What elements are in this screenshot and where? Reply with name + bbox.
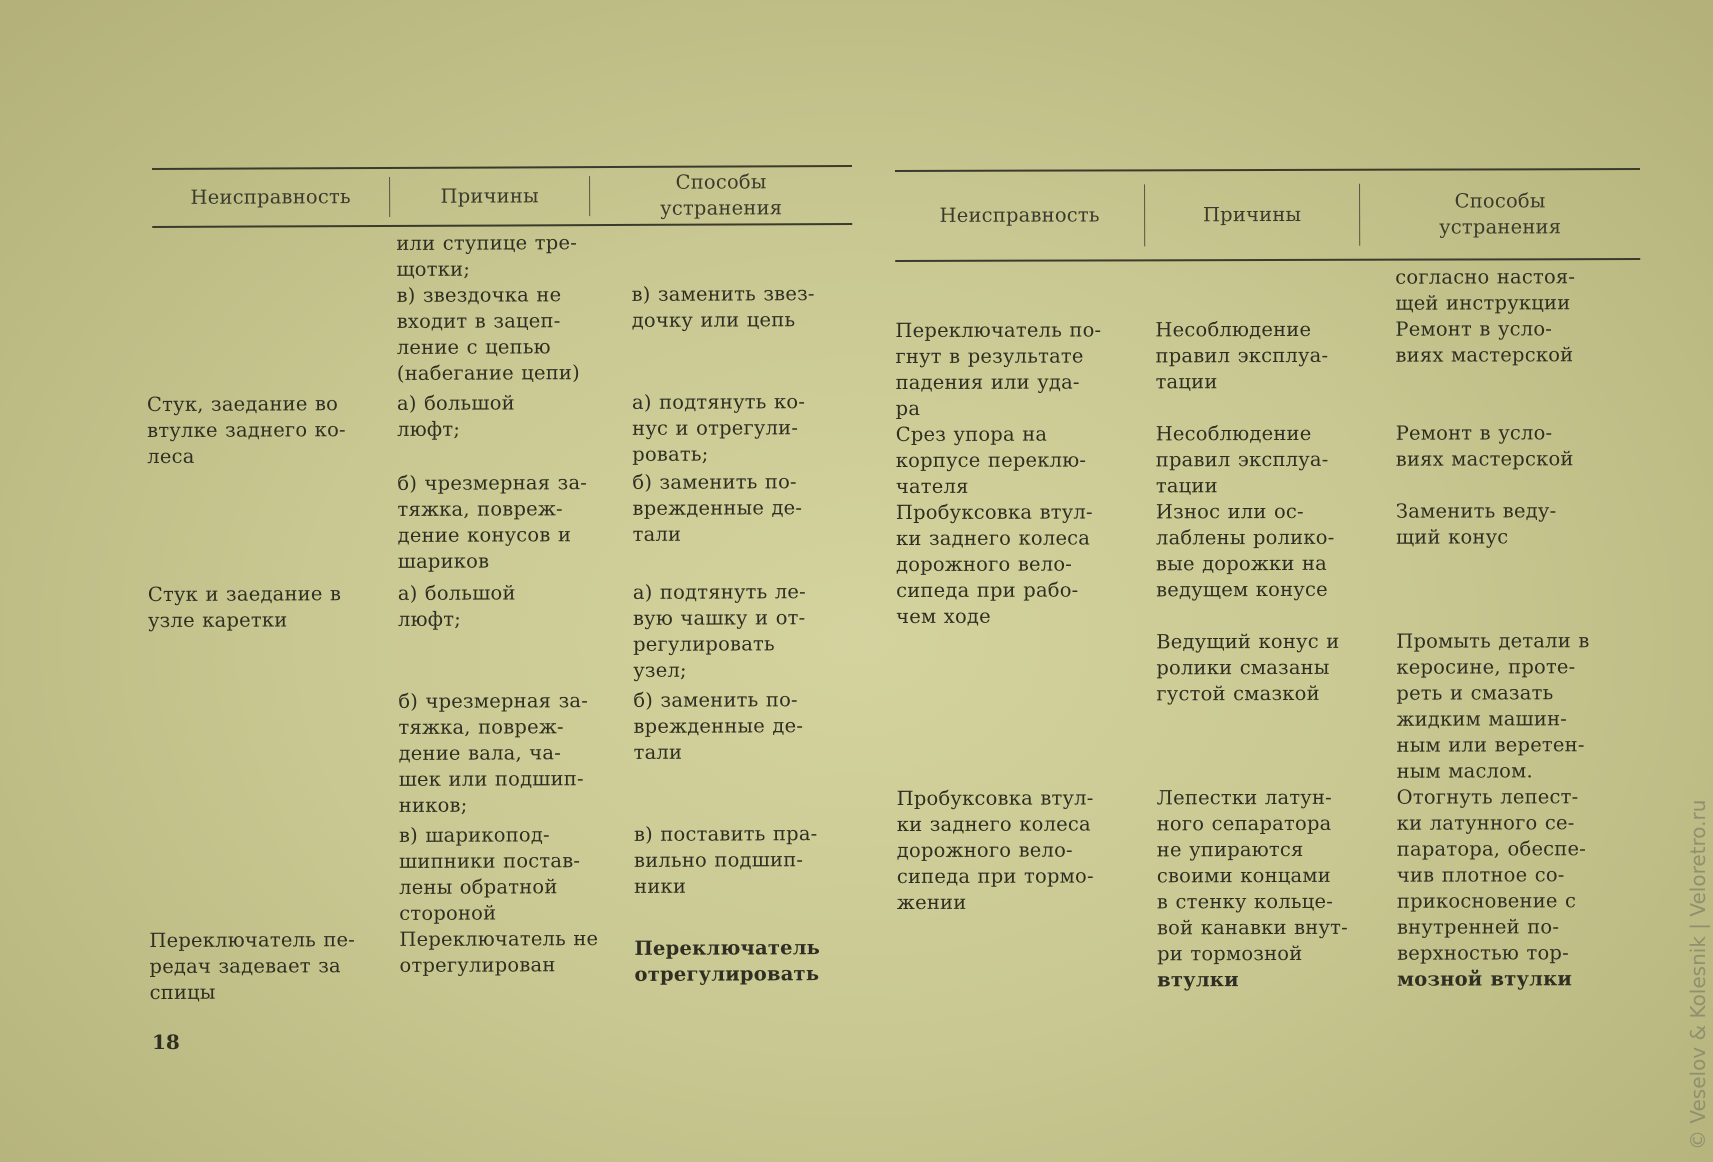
table-cell: Промыть детали в керосине, проте- реть и смазать жидким машин- ным или веретен- ным маслом.: [1396, 629, 1590, 783]
right-table-body: [895, 260, 1642, 1042]
table-cell: Переключатель по- гнут в результате падения или уда- ра: [895, 318, 1102, 420]
table-cell: б) чрезмерная за- тяжка, повреж- дение вала, ча- шек или подшип- ников;: [398, 689, 589, 817]
watermark: © Veselov & Kolesnik | Veloretro.ru: [1686, 799, 1710, 1150]
table-cell: в) поставить пра- вильно подшип- ники: [633, 822, 818, 898]
table-cell: Срез упора на корпусе переклю- чателя: [895, 422, 1087, 498]
table-cell: согласно настоя- щей инструкции: [1395, 265, 1576, 315]
table-cell: Ведущий конус и ролики смазаны густой смазкой: [1156, 629, 1340, 706]
table-cell: Стук, заедание во втулке заднего ко- леса: [146, 392, 346, 469]
header-remedies: Способы устранения: [1439, 189, 1562, 239]
table-cell: Износ или ос- лаблены ролико- вые дорожки на ведущем конусе: [1155, 499, 1335, 602]
header-causes: Причины: [390, 176, 590, 216]
table-cell: Пробуксовка втул- ки заднего колеса дорожного вело- сипеда при тормо- жении: [896, 786, 1094, 914]
table-cell: мозной втулки: [1397, 967, 1573, 991]
table-cell: б) чрезмерная за- тяжка, повреж- дение конусов и шариков: [397, 471, 588, 573]
table-cell: Несоблюдение правил эксплуа- тации: [1155, 317, 1329, 394]
header-malfunction: Неисправность: [152, 177, 390, 217]
table-cell: а) большой люфт;: [396, 391, 515, 441]
table-cell: Лепестки латун- ного сепаратора не упираются своими концами в стенку кольце- вой канавки внут- ри тормозной: [1156, 785, 1348, 966]
header-causes: Причины: [1145, 184, 1360, 246]
table-cell: Ремонт в усло- виях мастерской: [1395, 317, 1574, 367]
table-cell: или ступице тре- щотки;: [396, 231, 578, 281]
header-remedies: Способы устранения: [660, 170, 783, 220]
left-table-header: [152, 165, 852, 228]
table-cell: б) заменить по- врежденные де- тали: [633, 688, 804, 764]
table-cell: втулки: [1157, 968, 1239, 992]
table-cell: в) шарикопод- шипники постав- лены обратной стороной: [398, 823, 581, 925]
table-cell: а) подтянуть ле- вую чашку и от- регулировать узел;: [632, 580, 806, 682]
right-page: [895, 168, 1642, 1042]
table-cell: Переключатель пе- редач задевает за спицы: [149, 928, 356, 1005]
table-cell: Ремонт в усло- виях мастерской: [1395, 421, 1574, 471]
table-cell: Переключатель не отрегулирован: [399, 927, 599, 977]
table-cell: Заменить веду- щий конус: [1395, 499, 1557, 549]
table-cell: Пробуксовка втул- ки заднего колеса дорожного вело- сипеда при рабо- чем ходе: [895, 500, 1093, 628]
table-cell: Несоблюдение правил эксплуа- тации: [1155, 421, 1329, 498]
table-cell: а) подтянуть ко- нус и отрегули- ровать;: [631, 390, 806, 466]
table-cell: а) большой люфт;: [397, 581, 516, 631]
table-cell: в) заменить звез- дочку или цепь: [631, 282, 815, 332]
table-cell: Отогнуть лепест- ки латунного се- паратора, обеспе- чив плотное со- прикосновение с внутренней по- верхностью тор-: [1396, 785, 1587, 965]
left-page: [146, 165, 856, 1008]
table-cell: б) заменить по- врежденные де- тали: [632, 470, 803, 546]
left-table-body: [146, 225, 855, 1008]
table-cell: Переключатель отрегулировать: [634, 936, 821, 986]
table-cell: в) звездочка не входит в зацеп- ление с цепью (набегание цепи): [396, 283, 580, 385]
table-cell: Стук и заедание в узле каретки: [147, 582, 342, 633]
right-table-header: [895, 168, 1640, 262]
header-malfunction: Неисправность: [895, 185, 1145, 247]
page-number: 18: [152, 1030, 180, 1054]
